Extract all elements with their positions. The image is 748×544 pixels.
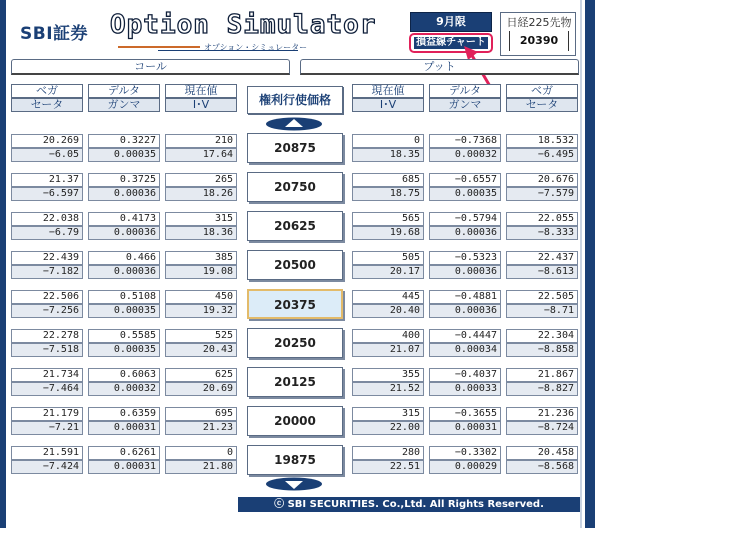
put-vega-cell: 20.458	[506, 446, 578, 460]
put-iv-cell: 18.75	[352, 187, 424, 201]
put-delta-cell: −0.5794	[429, 212, 501, 226]
put-iv-cell: 18.35	[352, 148, 424, 162]
call-theta-cell: −7.256	[11, 304, 83, 318]
put-delta-cell: −0.4037	[429, 368, 501, 382]
put-delta-cell: −0.4881	[429, 290, 501, 304]
call-delta-cell: 0.3725	[88, 173, 160, 187]
strike-price-button[interactable]: 20000	[247, 406, 343, 436]
put-vega-cell: 22.055	[506, 212, 578, 226]
brand-logo: SBI証券	[20, 24, 89, 44]
call-gamma-cell: 0.00035	[88, 148, 160, 162]
call-vega-cell: 22.038	[11, 212, 83, 226]
put-iv-cell: 20.17	[352, 265, 424, 279]
put-gamma-cell: 0.00034	[429, 343, 501, 357]
call-vega-cell: 21.734	[11, 368, 83, 382]
call-gamma-cell: 0.00031	[88, 460, 160, 474]
call-vega-cell: 21.37	[11, 173, 83, 187]
call-price-cell: 0	[165, 446, 237, 460]
call-theta-cell: −7.464	[11, 382, 83, 396]
put-price-cell: 400	[352, 329, 424, 343]
put-theta-cell: −8.827	[506, 382, 578, 396]
put-vega-cell: 22.505	[506, 290, 578, 304]
right-border	[585, 0, 595, 528]
strike-price-button[interactable]: 20625	[247, 211, 343, 241]
call-theta-cell: −6.597	[11, 187, 83, 201]
put-price-cell: 685	[352, 173, 424, 187]
call-vega-cell: 22.278	[11, 329, 83, 343]
put-delta-cell: −0.3302	[429, 446, 501, 460]
theta-header: セータ	[11, 98, 83, 112]
put-delta-cell: −0.7368	[429, 134, 501, 148]
put-delta-cell: −0.3655	[429, 407, 501, 421]
put-vega-cell: 22.437	[506, 251, 578, 265]
put-gamma-cell: 0.00036	[429, 226, 501, 240]
iv-header: I･V	[165, 98, 237, 112]
call-vega-cell: 21.591	[11, 446, 83, 460]
strike-price-button[interactable]: 20375	[247, 289, 343, 319]
call-delta-cell: 0.6261	[88, 446, 160, 460]
put-theta-cell: −8.724	[506, 421, 578, 435]
put-iv-cell: 22.00	[352, 421, 424, 435]
app-title: Option Simulator	[110, 10, 377, 40]
call-gamma-cell: 0.00032	[88, 382, 160, 396]
call-theta-cell: −7.424	[11, 460, 83, 474]
put-theta-cell: −6.495	[506, 148, 578, 162]
call-price-cell: 525	[165, 329, 237, 343]
put-gamma-cell: 0.00033	[429, 382, 501, 396]
call-delta-cell: 0.466	[88, 251, 160, 265]
call-price-cell: 265	[165, 173, 237, 187]
call-side-header: コール	[11, 59, 290, 75]
call-iv-cell: 20.43	[165, 343, 237, 357]
right-border-line	[580, 0, 582, 528]
call-gamma-cell: 0.00035	[88, 304, 160, 318]
call-theta-cell: −7.182	[11, 265, 83, 279]
call-iv-cell: 19.32	[165, 304, 237, 318]
strike-price-button[interactable]: 20125	[247, 367, 343, 397]
put-vega-cell: 21.867	[506, 368, 578, 382]
call-price-cell: 385	[165, 251, 237, 265]
price-header: 現在値	[352, 84, 424, 98]
vega-header: ベガ	[11, 84, 83, 98]
call-gamma-cell: 0.00036	[88, 265, 160, 279]
call-delta-cell: 0.4173	[88, 212, 160, 226]
call-iv-cell: 18.36	[165, 226, 237, 240]
strike-price-button[interactable]: 19875	[247, 445, 343, 475]
put-price-cell: 445	[352, 290, 424, 304]
put-delta-cell: −0.5323	[429, 251, 501, 265]
put-gamma-cell: 0.00032	[429, 148, 501, 162]
put-gamma-cell: 0.00029	[429, 460, 501, 474]
put-gamma-cell: 0.00036	[429, 304, 501, 318]
call-theta-cell: −7.21	[11, 421, 83, 435]
call-theta-cell: −7.518	[11, 343, 83, 357]
put-theta-cell: −8.71	[506, 304, 578, 318]
nikkei-futures-box	[500, 12, 576, 56]
put-iv-cell: 20.40	[352, 304, 424, 318]
call-iv-cell: 17.64	[165, 148, 237, 162]
gamma-header: ガンマ	[429, 98, 501, 112]
put-price-cell: 280	[352, 446, 424, 460]
vega-header: ベガ	[506, 84, 578, 98]
put-delta-gamma-header	[429, 84, 501, 112]
call-delta-cell: 0.5585	[88, 329, 160, 343]
put-theta-cell: −8.333	[506, 226, 578, 240]
put-vega-cell: 21.236	[506, 407, 578, 421]
arrow-up-icon[interactable]	[265, 117, 323, 131]
put-gamma-cell: 0.00036	[429, 265, 501, 279]
put-iv-cell: 21.07	[352, 343, 424, 357]
call-price-cell: 315	[165, 212, 237, 226]
put-gamma-cell: 0.00035	[429, 187, 501, 201]
put-delta-cell: −0.4447	[429, 329, 501, 343]
put-price-iv-header	[352, 84, 424, 112]
call-vega-cell: 22.506	[11, 290, 83, 304]
iv-header: I･V	[352, 98, 424, 112]
strike-price-button[interactable]: 20750	[247, 172, 343, 202]
call-iv-cell: 21.23	[165, 421, 237, 435]
put-theta-cell: −8.858	[506, 343, 578, 357]
call-vega-cell: 22.439	[11, 251, 83, 265]
strike-price-button[interactable]: 20500	[247, 250, 343, 280]
call-delta-cell: 0.6359	[88, 407, 160, 421]
delta-header: デルタ	[88, 84, 160, 98]
put-iv-cell: 21.52	[352, 382, 424, 396]
put-side-header: プット	[300, 59, 579, 75]
call-theta-cell: −6.79	[11, 226, 83, 240]
call-iv-cell: 19.08	[165, 265, 237, 279]
theta-header: セータ	[506, 98, 578, 112]
nikkei-futures-label: 日経225先物	[506, 16, 572, 29]
call-price-cell: 625	[165, 368, 237, 382]
put-theta-cell: −8.568	[506, 460, 578, 474]
call-gamma-cell: 0.00036	[88, 187, 160, 201]
call-delta-cell: 0.5108	[88, 290, 160, 304]
call-price-cell: 210	[165, 134, 237, 148]
pl-chart-button-label: 損益線チャート	[414, 37, 488, 49]
put-gamma-cell: 0.00031	[429, 421, 501, 435]
call-iv-cell: 18.26	[165, 187, 237, 201]
call-vega-cell: 21.179	[11, 407, 83, 421]
app-subtitle: オプション・シミュレーター	[204, 43, 308, 52]
put-price-cell: 0	[352, 134, 424, 148]
call-price-iv-header	[165, 84, 237, 112]
put-vega-theta-header	[506, 84, 578, 112]
copyright-footer: ⓒ SBI SECURITIES. Co.,Ltd. All Rights Reserved.	[238, 497, 580, 512]
strike-price-button[interactable]: 20875	[247, 133, 343, 163]
put-iv-cell: 19.68	[352, 226, 424, 240]
put-iv-cell: 22.51	[352, 460, 424, 474]
put-price-cell: 565	[352, 212, 424, 226]
call-price-cell: 450	[165, 290, 237, 304]
delta-header: デルタ	[429, 84, 501, 98]
call-iv-cell: 20.69	[165, 382, 237, 396]
put-price-cell: 355	[352, 368, 424, 382]
call-theta-cell: −6.05	[11, 148, 83, 162]
title-underline-accent	[118, 46, 200, 48]
price-header: 現在値	[165, 84, 237, 98]
arrow-down-icon[interactable]	[265, 477, 323, 491]
put-vega-cell: 22.304	[506, 329, 578, 343]
call-delta-cell: 0.3227	[88, 134, 160, 148]
call-gamma-cell: 0.00036	[88, 226, 160, 240]
strike-price-button[interactable]: 20250	[247, 328, 343, 358]
put-theta-cell: −7.579	[506, 187, 578, 201]
put-theta-cell: −8.613	[506, 265, 578, 279]
put-price-cell: 505	[352, 251, 424, 265]
call-gamma-cell: 0.00031	[88, 421, 160, 435]
call-vega-theta-header	[11, 84, 83, 112]
call-iv-cell: 21.80	[165, 460, 237, 474]
nikkei-futures-value: 20390	[509, 31, 569, 51]
call-vega-cell: 20.269	[11, 134, 83, 148]
expiry-month-button[interactable]: 9月限	[410, 12, 492, 32]
call-delta-gamma-header	[88, 84, 160, 112]
call-gamma-cell: 0.00035	[88, 343, 160, 357]
put-price-cell: 315	[352, 407, 424, 421]
put-vega-cell: 20.676	[506, 173, 578, 187]
put-vega-cell: 18.532	[506, 134, 578, 148]
strike-price-header: 権利行使価格	[247, 86, 343, 114]
gamma-header: ガンマ	[88, 98, 160, 112]
call-price-cell: 695	[165, 407, 237, 421]
left-border	[0, 0, 6, 528]
put-delta-cell: −0.6557	[429, 173, 501, 187]
call-delta-cell: 0.6063	[88, 368, 160, 382]
